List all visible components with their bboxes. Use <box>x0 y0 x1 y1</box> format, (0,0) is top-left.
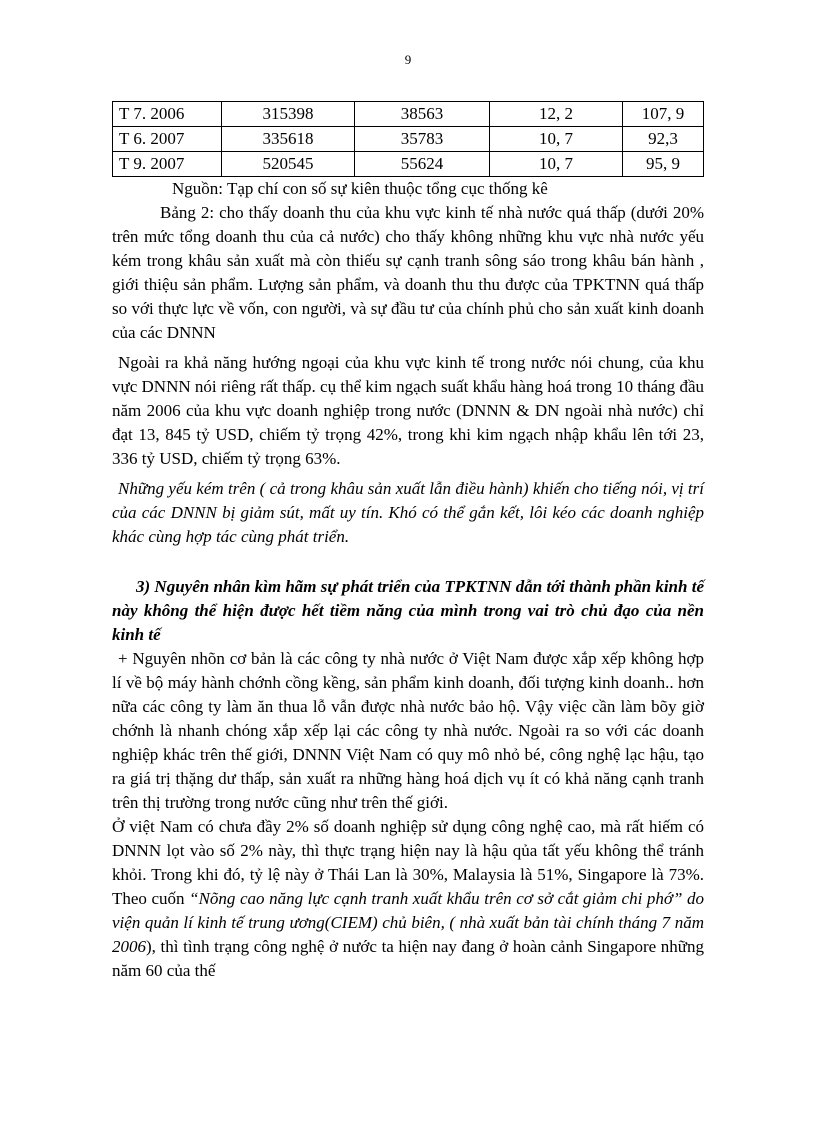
table-cell: 55624 <box>355 152 490 177</box>
table-cell: 12, 2 <box>490 102 623 127</box>
table-cell: 95, 9 <box>623 152 704 177</box>
paragraph-weakness-summary: Những yếu kém trên ( cả trong khâu sản xuất lẫn điều hành) khiến cho tiếng nói, vị trí của các DNNN bị giảm sút, mất uy tín. Khó có thể gắn kết, lôi kéo các doanh nghiệp khác cùng hợp tác cùng phát triển. <box>112 479 704 546</box>
table-cell: 10, 7 <box>490 152 623 177</box>
paragraph-technology-gap <box>112 815 704 983</box>
table-cell: 520545 <box>222 152 355 177</box>
table-cell: T 6. 2007 <box>113 127 222 152</box>
source-note: Nguồn: Tạp chí con số sự kiên thuộc tổng cục thống kê <box>172 179 548 198</box>
page-body <box>112 177 704 983</box>
table-cell: T 7. 2006 <box>113 102 222 127</box>
table-cell: 35783 <box>355 127 490 152</box>
section-heading: 3) Nguyên nhân kìm hãm sự phát triển của TPKTNN dẫn tới thành phần kinh tế này không thể hiện được hết tiềm năng của mình trong vai trò chủ đạo của nền kinh tế <box>112 577 704 644</box>
page-number: 9 <box>404 52 412 67</box>
paragraph-table-analysis: Bảng 2: cho thấy doanh thu của khu vực kinh tế nhà nước quá thấp (dưới 20% trên mức tổng doanh thu của cả nước) cho thấy không những khu vực nhà nước yếu kém trong khâu sản xuất mà còn thiếu sự cạnh tranh sông sáo trong khâu bán hành , giới thiệu sản phẩm. Lượng sản phẩm, và doanh thu thu được của TPKTNN quá thấp so với thực lực về vốn, con người, và sự đầu tư của chính phủ cho sản xuất kinh doanh của các DNNN <box>112 203 704 342</box>
paragraph-main-cause: + Nguyên nhõn cơ bản là các công ty nhà nước ở Việt Nam được xắp xếp không hợp lí về bộ máy hành chớnh cồng kềng, sản phẩm kinh doanh, đối tượng kinh doanh.. hơn nữa các công ty làm ăn thua lỗ vẫn được nhà nước bảo hộ. Vậy việc cần làm bõy giờ chớnh là nhanh chóng xắp xếp lại các công ty nhà nước. Ngoài ra so với các doanh nghiệp khác trên thế giới, DNNN Việt Nam có quy mô nhỏ bé, công nghệ lạc hậu, tạo ra giá trị thặng dư thấp, sản xuất ra những hàng hoá dịch vụ ít có khả năng cạnh tranh trên thị trường trong nước cũng như trên thế giới. <box>112 649 704 812</box>
table-cell: 10, 7 <box>490 127 623 152</box>
table-row <box>113 102 704 127</box>
paragraph-text: Ở việt Nam có chưa đầy 2% số doanh nghiệp sử dụng công nghệ cao, mà rất hiếm có DNNN lọt vào số 2% này, thì thực trạng hiện nay là hậu qủa tất yếu không thể tránh khỏi. Trong khi đó, tỷ lệ này ở Thái Lan là 30%, Malaysia là 51%, Singapore là 73%. Theo cuốn <box>112 817 704 908</box>
table-row <box>113 127 704 152</box>
table-row <box>113 152 704 177</box>
table-cell: 107, 9 <box>623 102 704 127</box>
table-cell: 315398 <box>222 102 355 127</box>
table-cell: T 9. 2007 <box>113 152 222 177</box>
paragraph-text: ), thì tình trạng công nghệ ở nước ta hiện nay đang ở hoàn cảnh Singapore những năm 60 của thế <box>112 937 704 980</box>
statistics-table <box>112 101 704 177</box>
table-cell: 92,3 <box>623 127 704 152</box>
book-citation: “Nõng cao năng lực cạnh tranh xuất khẩu trên cơ sở cắt giảm chi phớ” do viện quản lí kinh tế trung ương(CIEM) chủ biên, ( nhà xuất bản tài chính tháng 7 năm 2006 <box>112 889 704 956</box>
table-cell: 38563 <box>355 102 490 127</box>
table-cell: 335618 <box>222 127 355 152</box>
paragraph-export-capacity: Ngoài ra khả năng hướng ngoại của khu vực kinh tế trong nước nói chung, của khu vực DNNN nói riêng rất thấp. cụ thể kim ngạch suất khẩu hàng hoá trong 10 tháng đầu năm 2006 của khu vực doanh nghiệp trong nước (DNNN & DN ngoài nhà nước) chỉ đạt 13, 845 tỷ USD, chiếm tỷ trọng 42%, trong khi kim ngạch nhập khẩu lên tới 23, 336 tỷ USD, chiếm tỷ trọng 63%. <box>112 353 704 468</box>
